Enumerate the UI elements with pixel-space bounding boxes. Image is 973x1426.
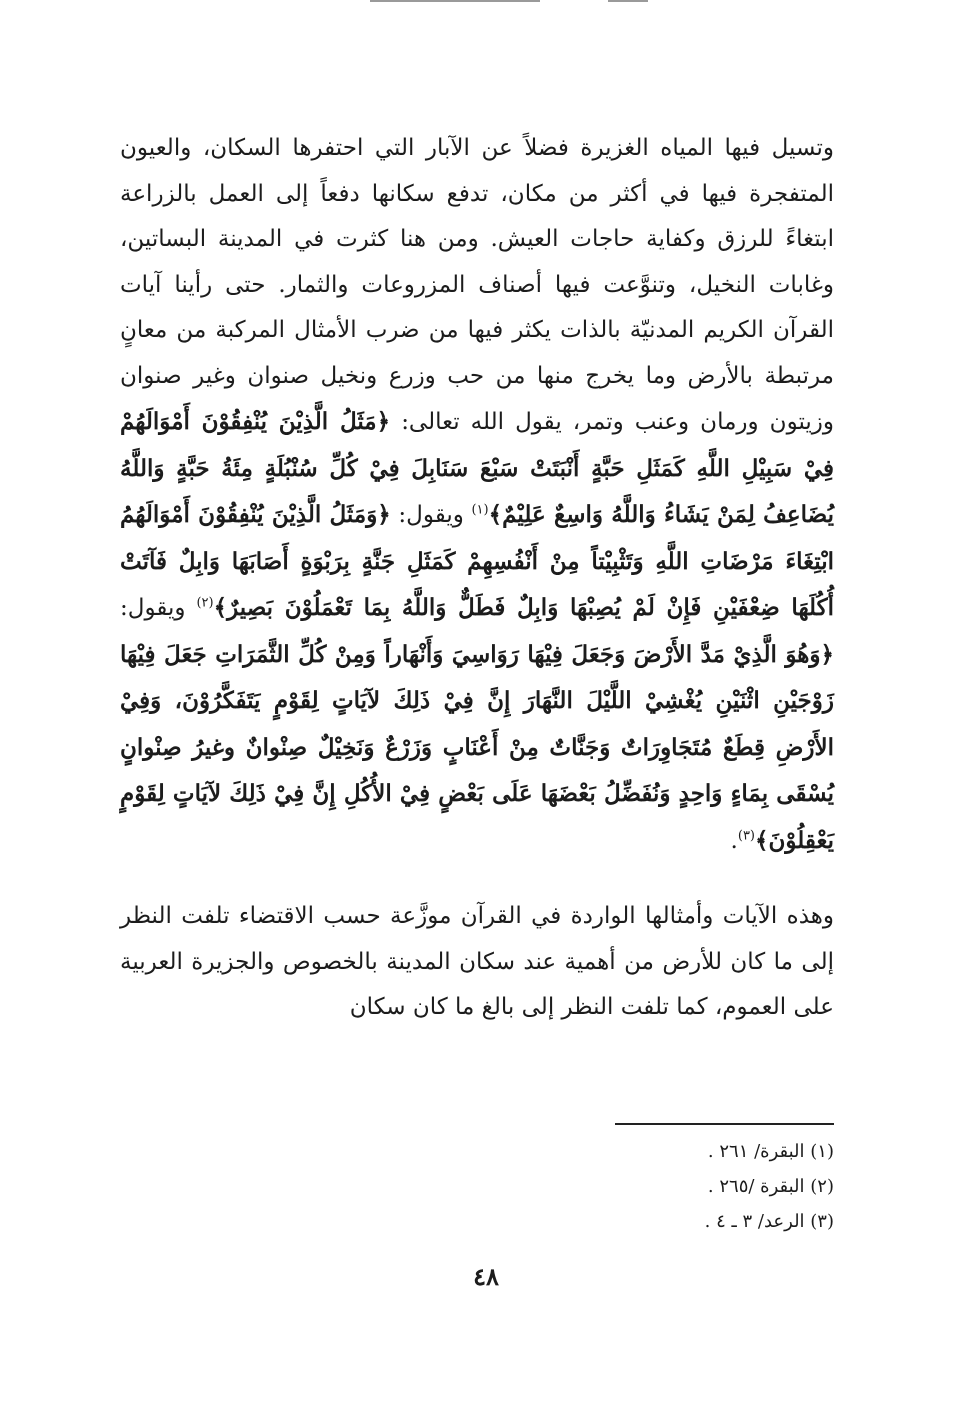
footnotes — [420, 1134, 834, 1239]
footnote-2: (٢) البقرة /٢٦٥ . — [707, 1176, 834, 1197]
quran-verse-2: ﴿وَمَثَلُ الَّذِيْنَ يُنْفِقُوْنَ أَمْوَالَهُمُ ابْتِغَاءَ مَرْضَاتِ اللَّهِ وَتَثْبِيْتاً مِنْ أَنْفُسِهِمْ كَمَثَلِ جَنَّةٍ بِرَبْوَةٍ أَصَابَهَا وَابِلٌ فَآتَتْ أُكُلَهَا ضِعْفَيْنِ فَإِنْ لَمْ يُصِبْهَا وَابِلٌ فَطَلٌّ وَاللَّهُ بِمَا تَعْمَلُوْنَ بَصِيرٌ﴾ — [120, 501, 834, 621]
paragraph-1 — [120, 126, 834, 864]
footnote-ref-2: (٢) — [196, 595, 214, 611]
paragraph-1-end: . — [730, 827, 738, 854]
paragraph-2: وهذه الآيات وأمثالها الواردة في القرآن موزَّعة حسب الاقتضاء تلفت النظر إلى ما كان للأرض من أهمية عند سكان المدينة بالخصوص والجزيرة العربية على العموم، كما تلفت النظر إلى بالغ ما كان سكان — [120, 903, 834, 1020]
page-number: ٤٨ — [473, 1262, 499, 1291]
paragraph-1-intro: وتسيل فيها المياه الغزيرة فضلاً عن الآبار التي احتفرها السكان، والعيون المتفجرة فيها في أكثر من مكان، تدفع سكانها دفعاً إلى العمل بالزراعة ابتغاءً للرزق وكفاية حاجات العيش. ومن هنا كثرت في المدينة البساتين، وغابات النخيل، وتنوَّعت فيها أصناف المزروعات والثمار. حتى رأينا آيات القرآن الكريم المدنيّة بالذات يكثر فيها من ضرب الأمثال المركبة من معانٍ مرتبطة بالأرض وما يخرج منها من حب وزرع ونخيل صنوان وغير صنوان وزيتون ورمان وعنب وتمر، يقول الله تعالى: — [120, 135, 835, 435]
top-rule-right — [608, 0, 648, 2]
footnote-separator — [615, 1123, 834, 1125]
footnote-3: (٣) الرعد/ ٣ ـ ٤ . — [704, 1211, 834, 1232]
says-label-1: ويقول: — [398, 502, 464, 528]
top-rule-left — [370, 0, 540, 2]
quran-verse-3: ﴿وَهُوَ الَّذِيْ مَدَّ الأَرْضَ وَجَعَلَ فِيْهَا رَوَاسِيَ وَأَنْهَاراً وَمِنْ كُلِّ الثَّمَرَاتِ جَعَلَ فِيْهَا زَوْجَيْنِ اثْنَيْنِ يُغْشِيْ اللَّيْلَ النَّهَارَ إِنَّ فِيْ ذَلِكَ لآيَاتٍ لِقَوْمٍ يَتَفَكَّرُوْنَ، وَفِيْ الأَرْضِ قِطَعٌ مُتَجَاوِرَاتٌ وَجَنَّاتٌ مِنْ أَعْنَابٍ وَزَرْعٌ وَنَخِيْلٌ صِنْوانٌ وغيرُ صِنْوانٍ يُسْقَى بِمَاءٍ وَاحِدٍ وَنُفَضِّلُ بَعْضَهَا عَلَى بَعْضٍ فِيْ الأُكُلِ إِنَّ فِيْ ذَلِكَ لآيَاتٍ لِقَوْمٍ يَعْقِلُوْنَ﴾ — [120, 640, 834, 854]
footnote-ref-1: (١) — [471, 502, 489, 518]
body-text — [120, 126, 834, 1031]
footnote-ref-3: (٣) — [737, 827, 755, 843]
quran-verse-1: ﴿مَثَلُ الَّذِيْنَ يُنْفِقُوْنَ أَمْوَالَهُمْ فِيْ سَبِيْلِ اللَّهِ كَمَثَلِ حَبَّةٍ أَنْبَتَتْ سَبْعَ سَنَابِلَ فِيْ كُلِّ سُنْبُلَةٍ مِئَةُ حَبَّةٍ وَاللَّهُ يُضَاعِفُ لِمَنْ يَشَاءُ وَاللَّهُ وَاسِعٌ عَلِيْمٌ﴾ — [120, 408, 834, 528]
says-label-2: ويقول: — [120, 595, 186, 621]
footnote-1: (١) البقرة/ ٢٦١ . — [707, 1141, 834, 1162]
